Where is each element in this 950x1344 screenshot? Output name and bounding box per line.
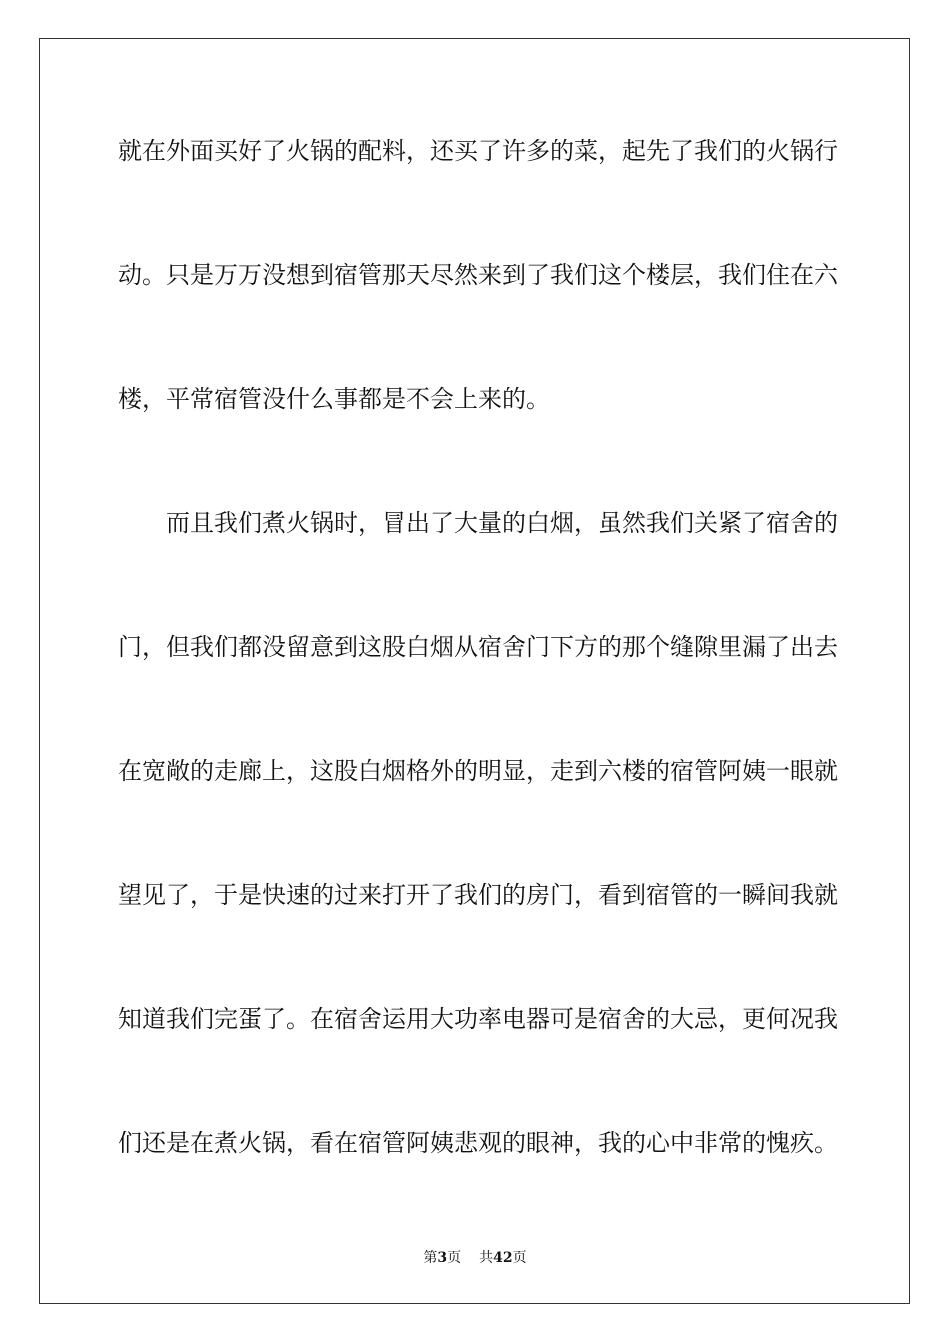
paragraph-line-5: 门，但我们都没留意到这股白烟从宿舍门下方的那个缝隙里漏了出去	[118, 633, 838, 661]
total-pages: 42	[493, 1250, 513, 1266]
page-suffix: 页	[447, 1250, 462, 1266]
paragraph-line-6: 在宽敞的走廊上，这股白烟格外的明显，走到六楼的宿管阿姨一眼就	[118, 757, 838, 785]
page-footer	[0, 1248, 950, 1268]
paragraph-line-8: 知道我们完蛋了。在宿舍运用大功率电器可是宿舍的大忌，更何况我	[118, 1005, 838, 1033]
total-suffix: 页	[512, 1250, 527, 1266]
paragraph-line-9: 们还是在煮火锅，看在宿管阿姨悲观的眼神，我的心中非常的愧疚。	[118, 1129, 838, 1157]
total-prefix: 共	[479, 1250, 494, 1266]
paragraph-line-7: 望见了，于是快速的过来打开了我们的房门，看到宿管的一瞬间我就	[118, 881, 838, 909]
paragraph-line-4: 而且我们煮火锅时，冒出了大量的白烟，虽然我们关紧了宿舍的	[166, 509, 838, 537]
paragraph-line-3: 楼，平常宿管没什么事都是不会上来的。	[118, 385, 550, 413]
paragraph-line-2: 动。只是万万没想到宿管那天尽然来到了我们这个楼层，我们住在六	[118, 261, 838, 289]
page-prefix: 第	[423, 1250, 438, 1266]
paragraph-line-1: 就在外面买好了火锅的配料，还买了许多的菜，起先了我们的火锅行	[118, 137, 838, 165]
page-number: 3	[437, 1250, 448, 1266]
page-border	[39, 38, 910, 1304]
